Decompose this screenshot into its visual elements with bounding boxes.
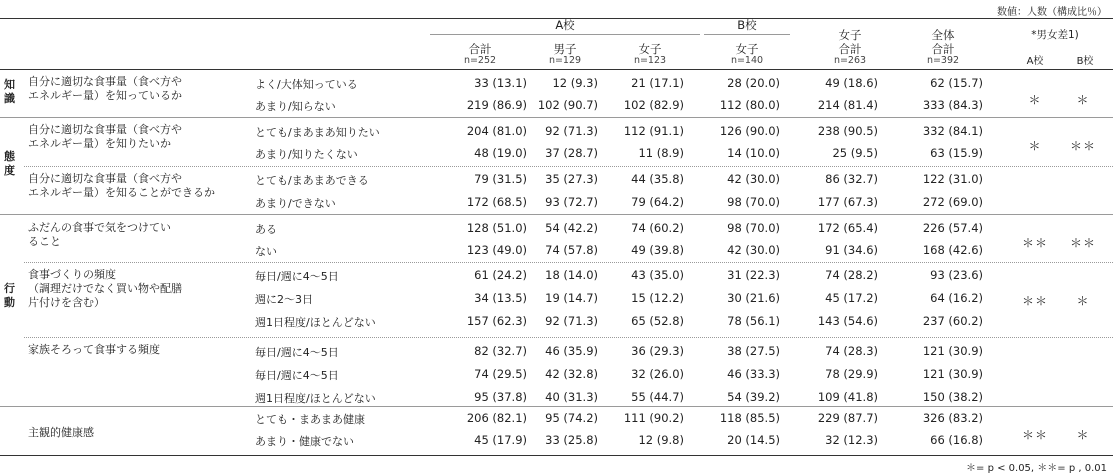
value-cell: 34 (13.5) <box>474 291 527 305</box>
response-label: よく/大体知っている <box>255 78 358 91</box>
category-attitude: 態度 <box>4 150 15 177</box>
value-cell: 122 (31.0) <box>922 172 983 186</box>
value-cell: 172 (65.4) <box>817 221 878 235</box>
value-cell: 82 (32.7) <box>474 344 527 358</box>
value-cell: 33 (25.8) <box>545 433 598 447</box>
value-cell: 229 (87.7) <box>817 411 878 425</box>
value-cell: 238 (90.5) <box>817 124 878 138</box>
col-all-l1: 全体 <box>931 28 955 42</box>
question-text: 自分に適切な食事量（食べ方や エネルギー量）を知りたいか <box>28 123 182 150</box>
value-cell: 20 (14.5) <box>727 433 780 447</box>
n-b-girls: n=140 <box>730 55 764 66</box>
rule-behavior-sub2 <box>24 337 1113 338</box>
value-cell: 11 (8.9) <box>638 146 684 160</box>
question-text: ふだんの食事で気をつけてい ること <box>28 221 171 248</box>
sig-a-attitude: ＊ <box>1028 139 1042 153</box>
response-label: あまり/知りたくない <box>255 148 358 161</box>
value-cell: 74 (60.2) <box>631 221 684 235</box>
value-cell: 79 (31.5) <box>474 172 527 186</box>
value-cell: 93 (72.7) <box>545 195 598 209</box>
value-cell: 91 (34.6) <box>825 243 878 257</box>
col-b-girls: 女子 <box>735 42 759 56</box>
col-a-girls: 女子 <box>638 42 662 56</box>
value-cell: 14 (10.0) <box>727 146 780 160</box>
value-cell: 92 (71.3) <box>545 124 598 138</box>
n-girls-total: n=263 <box>833 55 867 66</box>
sig-a-header: A校 <box>1026 56 1044 67</box>
col-girls-total-l2: 合計 <box>838 42 862 56</box>
value-cell: 62 (15.7) <box>930 76 983 90</box>
value-cell: 32 (12.3) <box>825 433 878 447</box>
group-b-rule <box>704 34 790 35</box>
question-label <box>28 426 94 440</box>
question-text: 主観的健康感 <box>28 426 94 439</box>
value-cell: 214 (81.4) <box>817 98 878 112</box>
value-cell: 21 (17.1) <box>631 76 684 90</box>
value-cell: 33 (13.1) <box>474 76 527 90</box>
col-girls-total-l1: 女子 <box>838 28 862 42</box>
question-text: 食事づくりの頻度 （調理だけでなく買い物や配膳 片付けを含む） <box>28 268 182 309</box>
response-label: あまり/できない <box>255 197 336 210</box>
footnote: ＊= p < 0.05, ＊＊= p , 0.01 <box>966 463 1107 474</box>
value-cell: 92 (71.3) <box>545 314 598 328</box>
sig-b-header: B校 <box>1076 56 1094 67</box>
response-label: とても/まあまあ知りたい <box>255 126 380 139</box>
value-cell: 95 (74.2) <box>545 411 598 425</box>
value-cell: 12 (9.8) <box>638 433 684 447</box>
value-cell: 25 (9.5) <box>832 146 878 160</box>
bottom-rule <box>0 455 1113 456</box>
value-cell: 38 (27.5) <box>727 344 780 358</box>
value-cell: 204 (81.0) <box>466 124 527 138</box>
n-a-boys: n=129 <box>548 55 582 66</box>
sig-a-cooking: ＊＊ <box>1021 294 1048 308</box>
value-cell: 35 (27.3) <box>545 172 598 186</box>
n-a-girls: n=123 <box>633 55 667 66</box>
response-label: 週1日程度/ほとんどない <box>255 392 376 405</box>
value-cell: 31 (22.3) <box>727 268 780 282</box>
category-knowledge: 知識 <box>4 78 15 105</box>
value-cell: 48 (19.0) <box>474 146 527 160</box>
value-cell: 86 (32.7) <box>825 172 878 186</box>
value-cell: 64 (16.2) <box>930 291 983 305</box>
value-cell: 63 (15.9) <box>930 146 983 160</box>
question-text: 家族そろって食事する頻度 <box>28 343 160 356</box>
value-cell: 74 (28.2) <box>825 268 878 282</box>
sig-b-health: ＊ <box>1076 428 1090 442</box>
value-cell: 226 (57.4) <box>922 221 983 235</box>
sig-a-knowledge: ＊ <box>1028 93 1042 107</box>
value-cell: 272 (69.0) <box>922 195 983 209</box>
value-cell: 78 (29.9) <box>825 367 878 381</box>
value-cell: 326 (83.2) <box>922 411 983 425</box>
value-cell: 118 (85.5) <box>719 411 780 425</box>
question-label <box>28 221 171 249</box>
value-cell: 46 (35.9) <box>545 344 598 358</box>
value-cell: 93 (23.6) <box>930 268 983 282</box>
rule-behavior-sub1 <box>24 262 1113 263</box>
value-cell: 30 (21.6) <box>727 291 780 305</box>
question-text: 自分に適切な食事量（食べ方や エネルギー量）を知ることができるか <box>28 172 215 199</box>
rule-attitude-sub <box>24 166 1113 167</box>
response-label: あまり・健康でない <box>255 435 354 448</box>
value-cell: 42 (30.0) <box>727 243 780 257</box>
value-cell: 157 (62.3) <box>466 314 527 328</box>
value-cell: 19 (14.7) <box>545 291 598 305</box>
rule-attitude <box>0 214 1113 215</box>
question-label <box>28 75 182 103</box>
header-rule <box>0 69 1113 70</box>
value-cell: 78 (56.1) <box>727 314 780 328</box>
question-label <box>28 123 182 151</box>
value-cell: 46 (33.3) <box>727 367 780 381</box>
question-label <box>28 268 182 310</box>
value-cell: 28 (20.0) <box>727 76 780 90</box>
value-cell: 12 (9.3) <box>552 76 598 90</box>
value-cell: 36 (29.3) <box>631 344 684 358</box>
response-label: あまり/知らない <box>255 100 336 113</box>
col-a-total: 合計 <box>468 42 492 56</box>
question-label <box>28 343 160 357</box>
rule-behavior <box>0 406 1113 407</box>
sig-title: *男女差1) <box>1031 29 1079 41</box>
unit-note: 数値：人数（構成比％） <box>997 7 1107 18</box>
response-label: 週に2～3日 <box>255 293 313 306</box>
value-cell: 54 (39.2) <box>727 390 780 404</box>
value-cell: 112 (80.0) <box>719 98 780 112</box>
response-label: ない <box>255 245 277 258</box>
value-cell: 112 (91.1) <box>623 124 684 138</box>
response-label: ある <box>255 223 277 236</box>
sig-a-health: ＊＊ <box>1021 428 1048 442</box>
value-cell: 74 (28.3) <box>825 344 878 358</box>
sig-b-cooking: ＊ <box>1076 294 1090 308</box>
sig-b-knowledge: ＊ <box>1076 93 1090 107</box>
value-cell: 42 (30.0) <box>727 172 780 186</box>
response-label: 毎日/週に4～5日 <box>255 270 339 283</box>
value-cell: 42 (32.8) <box>545 367 598 381</box>
value-cell: 95 (37.8) <box>474 390 527 404</box>
n-a-total: n=252 <box>463 55 497 66</box>
value-cell: 333 (84.3) <box>922 98 983 112</box>
value-cell: 237 (60.2) <box>922 314 983 328</box>
value-cell: 123 (49.0) <box>466 243 527 257</box>
category-behavior: 行動 <box>4 282 15 309</box>
group-b-header: B校 <box>737 18 757 32</box>
value-cell: 143 (54.6) <box>817 314 878 328</box>
value-cell: 32 (26.0) <box>631 367 684 381</box>
response-label: とても・まあまあ健康 <box>255 413 365 426</box>
value-cell: 66 (16.8) <box>930 433 983 447</box>
value-cell: 44 (35.8) <box>631 172 684 186</box>
value-cell: 37 (28.7) <box>545 146 598 160</box>
col-a-boys: 男子 <box>553 42 577 56</box>
response-label: 毎日/週に4～5日 <box>255 346 339 359</box>
value-cell: 332 (84.1) <box>922 124 983 138</box>
value-cell: 54 (42.2) <box>545 221 598 235</box>
value-cell: 121 (30.9) <box>922 367 983 381</box>
value-cell: 45 (17.2) <box>825 291 878 305</box>
value-cell: 74 (29.5) <box>474 367 527 381</box>
sig-b-care: ＊＊ <box>1069 236 1096 250</box>
question-text: 自分に適切な食事量（食べ方や エネルギー量）を知っているか <box>28 75 182 102</box>
value-cell: 150 (38.2) <box>922 390 983 404</box>
n-all: n=392 <box>926 55 960 66</box>
value-cell: 102 (90.7) <box>537 98 598 112</box>
value-cell: 74 (57.8) <box>545 243 598 257</box>
question-label <box>28 172 215 200</box>
group-a-rule <box>430 34 700 35</box>
sig-b-attitude: ＊＊ <box>1069 139 1096 153</box>
value-cell: 43 (35.0) <box>631 268 684 282</box>
value-cell: 79 (64.2) <box>631 195 684 209</box>
value-cell: 206 (82.1) <box>466 411 527 425</box>
value-cell: 168 (42.6) <box>922 243 983 257</box>
value-cell: 109 (41.8) <box>817 390 878 404</box>
value-cell: 55 (44.7) <box>631 390 684 404</box>
value-cell: 102 (82.9) <box>623 98 684 112</box>
response-label: 毎日/週に4～5日 <box>255 369 339 382</box>
value-cell: 177 (67.3) <box>817 195 878 209</box>
value-cell: 172 (68.5) <box>466 195 527 209</box>
value-cell: 65 (52.8) <box>631 314 684 328</box>
group-a-header: A校 <box>555 18 575 32</box>
col-all-l2: 合計 <box>931 42 955 56</box>
response-label: 週1日程度/ほとんどない <box>255 316 376 329</box>
value-cell: 49 (18.6) <box>825 76 878 90</box>
value-cell: 98 (70.0) <box>727 221 780 235</box>
value-cell: 98 (70.0) <box>727 195 780 209</box>
value-cell: 219 (86.9) <box>466 98 527 112</box>
sig-a-care: ＊＊ <box>1021 236 1048 250</box>
value-cell: 111 (90.2) <box>623 411 684 425</box>
rule-knowledge <box>0 117 1113 118</box>
value-cell: 18 (14.0) <box>545 268 598 282</box>
value-cell: 45 (17.9) <box>474 433 527 447</box>
value-cell: 49 (39.8) <box>631 243 684 257</box>
value-cell: 121 (30.9) <box>922 344 983 358</box>
value-cell: 126 (90.0) <box>719 124 780 138</box>
response-label: とても/まあまあできる <box>255 174 369 187</box>
value-cell: 128 (51.0) <box>466 221 527 235</box>
value-cell: 61 (24.2) <box>474 268 527 282</box>
value-cell: 40 (31.3) <box>545 390 598 404</box>
value-cell: 15 (12.2) <box>631 291 684 305</box>
